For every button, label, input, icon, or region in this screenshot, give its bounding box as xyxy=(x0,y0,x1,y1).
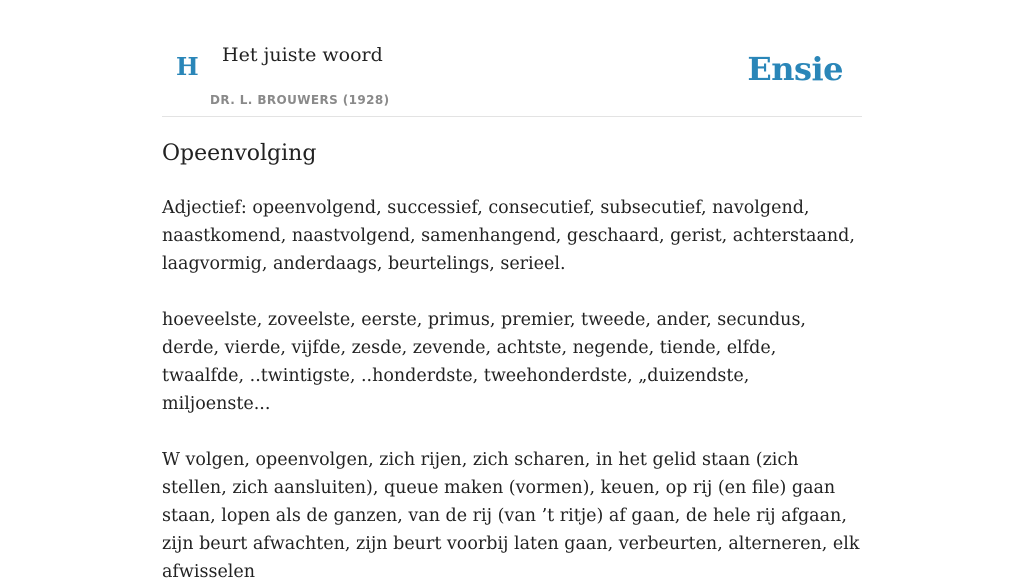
entry-paragraph-adjectives: Adjectief: opeenvolgend, successief, consecutief, subsecutief, navolgend, naastkomend, naastvolgend, samenhangend, geschaard, gerist, achterstaand, laagvormig, anderdaags, beurtelings, serieel. xyxy=(162,198,855,274)
header xyxy=(162,0,862,117)
brand-logo-link[interactable]: Ensie xyxy=(747,50,843,88)
book-title[interactable]: Het juiste woord xyxy=(222,44,383,66)
book-logo-link[interactable]: H xyxy=(176,52,199,81)
entry-content xyxy=(162,138,862,586)
book-author: DR. L. BROUWERS (1928) xyxy=(210,93,390,107)
entry-title: Opeenvolging xyxy=(162,141,317,166)
entry-paragraph-ordinals: hoeveelste, zoveelste, eerste, primus, premier, tweede, ander, secundus, derde, vierde, vijfde, zesde, zevende, achtste, negende, tiende, elfde, twaalfde, ..twintigste, ..honderdste, tweehonderdste, „duizendste, miljoenste... xyxy=(162,310,806,414)
entry-paragraph-verbs: W volgen, opeenvolgen, zich rijen, zich scharen, in het gelid staan (zich stellen, zich aansluiten), queue maken (vormen), keuen, op rij (en file) gaan staan, lopen als de ganzen, van de rij (van ’t ritje) af gaan, de hele rij afgaan, zijn beurt afwachten, zijn beurt voorbij laten gaan, verbeurten, alterneren, elk afwisselen xyxy=(162,450,860,582)
